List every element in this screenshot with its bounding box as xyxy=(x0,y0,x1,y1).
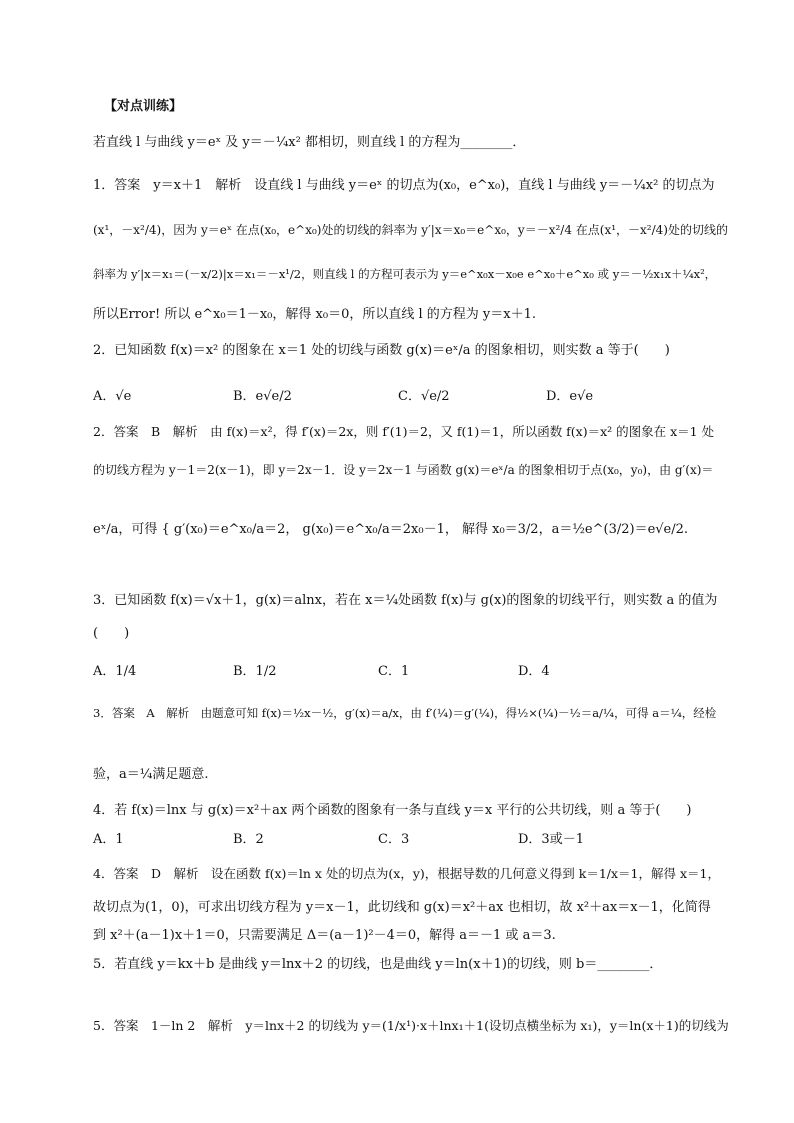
option-b: B．e√e/2 xyxy=(233,389,292,404)
option-b: B．2 xyxy=(233,832,264,847)
option-c: C．√e/2 xyxy=(398,389,450,404)
option-c: C．3 xyxy=(378,832,410,847)
answer-2-line-1: 2．答案 B 解析 由 f(x)＝x²，得 f′(x)＝2x，则 f′(1)＝2，又 f(1)＝1，所以函数 f(x)＝x² 的图象在 x＝1 处 xyxy=(93,424,715,439)
question-3-line-1: 3．已知函数 f(x)＝√x＋1，g(x)＝alnx，若在 x＝¼处函数 f(x)与 g(x)的图象的切线平行，则实数 a 的值为 xyxy=(93,593,718,608)
option-b: B．1/2 xyxy=(233,664,277,679)
question-2: 2．已知函数 f(x)＝x² 的图象在 x＝1 处的切线与函数 g(x)＝eˣ/a 的图象相切，则实数 a 等于( ) xyxy=(93,343,670,358)
question-3-options xyxy=(93,660,733,680)
question-3-line-2: ( ) xyxy=(93,626,130,641)
answer-5-line-1: 5．答案 1－ln 2 解析 y＝lnx＋2 的切线为 y＝(1/x¹)·x＋lnx₁＋1(设切点横坐标为 x₁)，y＝ln(x＋1)的切线为 xyxy=(93,1018,729,1033)
answer-2-line-2: 的切线方程为 y－1＝2(x－1)，即 y＝2x－1．设 y＝2x－1 与函数 g(x)＝eˣ/a 的图象相切于点(x₀，y₀)，由 g′(x)＝ xyxy=(93,463,714,477)
option-a: A．1/4 xyxy=(93,664,137,679)
answer-4-line-1: 4．答案 D 解析 设在函数 f(x)＝ln x 处的切点为(x，y)，根据导数的几何意义得到 k＝1/x＝1，解得 x＝1， xyxy=(93,866,720,881)
question-4: 4．若 f(x)＝lnx 与 g(x)＝x²＋ax 两个函数的图象有一条与直线 y＝x 平行的公共切线，则 a 等于( ) xyxy=(93,803,692,818)
question-4-options xyxy=(93,828,733,848)
answer-1-line-2: (x¹，－x²/4)，因为 y＝eˣ 在点(x₀，e^x₀)处的切线的斜率为 y′|x＝x₀＝e^x₀，y＝－x²/4 在点(x¹，－x²/4)处的切线的 xyxy=(93,223,728,237)
answer-1-line-3: 斜率为 y′|x＝x₁＝(－x/2)|x＝x₁＝－x¹/2，则直线 l 的方程可表示为 y＝e^x₀x－x₀e e^x₀＋e^x₀ 或 y＝－½x₁x＋¼x²， xyxy=(93,267,717,281)
option-d: D．3或－1 xyxy=(518,832,584,847)
answer-3-line-2: 验，a＝¼满足题意. xyxy=(93,767,209,782)
option-d: D．e√e xyxy=(546,389,594,404)
answer-1-line-4: 所以Error! 所以 e^x₀＝1－x₀，解得 x₀＝0，所以直线 l 的方程为 y＝x＋1. xyxy=(93,307,536,322)
option-a: A．1 xyxy=(93,832,124,847)
option-d: D．4 xyxy=(518,664,550,679)
option-a: A．√e xyxy=(93,389,132,404)
answer-4-line-2: 故切点为(1，0)，可求出切线方程为 y＝x－1，此切线和 g(x)＝x²＋ax 也相切，故 x²＋ax＝x－1，化简得 xyxy=(93,900,711,915)
option-c: C．1 xyxy=(378,664,410,679)
answer-3-line-1: 3．答案 A 解析 由题意可知 f(x)＝½x－½，g′(x)＝a/x，由 f′(¼)＝g′(¼)，得½×(¼)－½＝a/¼，可得 a＝¼，经检 xyxy=(93,706,717,720)
answer-4-line-3: 到 x²＋(a－1)x＋1＝0，只需要满足 Δ＝(a－1)²－4＝0，解得 a＝－1 或 a＝3. xyxy=(93,928,556,943)
answer-2-line-3: eˣ/a，可得 { g′(x₀)＝e^x₀/a＝2， g(x₀)＝e^x₀/a＝2x₀－1， 解得 x₀＝3/2，a＝½e^(3/2)＝e√e/2. xyxy=(93,522,689,537)
question-1: 若直线 l 与曲线 y＝eˣ 及 y＝－¼x² 都相切，则直线 l 的方程为________． xyxy=(93,135,526,150)
question-2-options xyxy=(93,385,733,405)
question-5: 5．若直线 y＝kx＋b 是曲线 y＝lnx＋2 的切线，也是曲线 y＝ln(x＋1)的切线，则 b＝________． xyxy=(93,957,663,972)
answer-1-line-1: 1．答案 y＝x＋1 解析 设直线 l 与曲线 y＝eˣ 的切点为(x₀，e^x₀)，直线 l 与曲线 y＝－¼x² 的切点为 xyxy=(93,178,715,193)
section-heading: 【对点训练】 xyxy=(104,99,183,114)
